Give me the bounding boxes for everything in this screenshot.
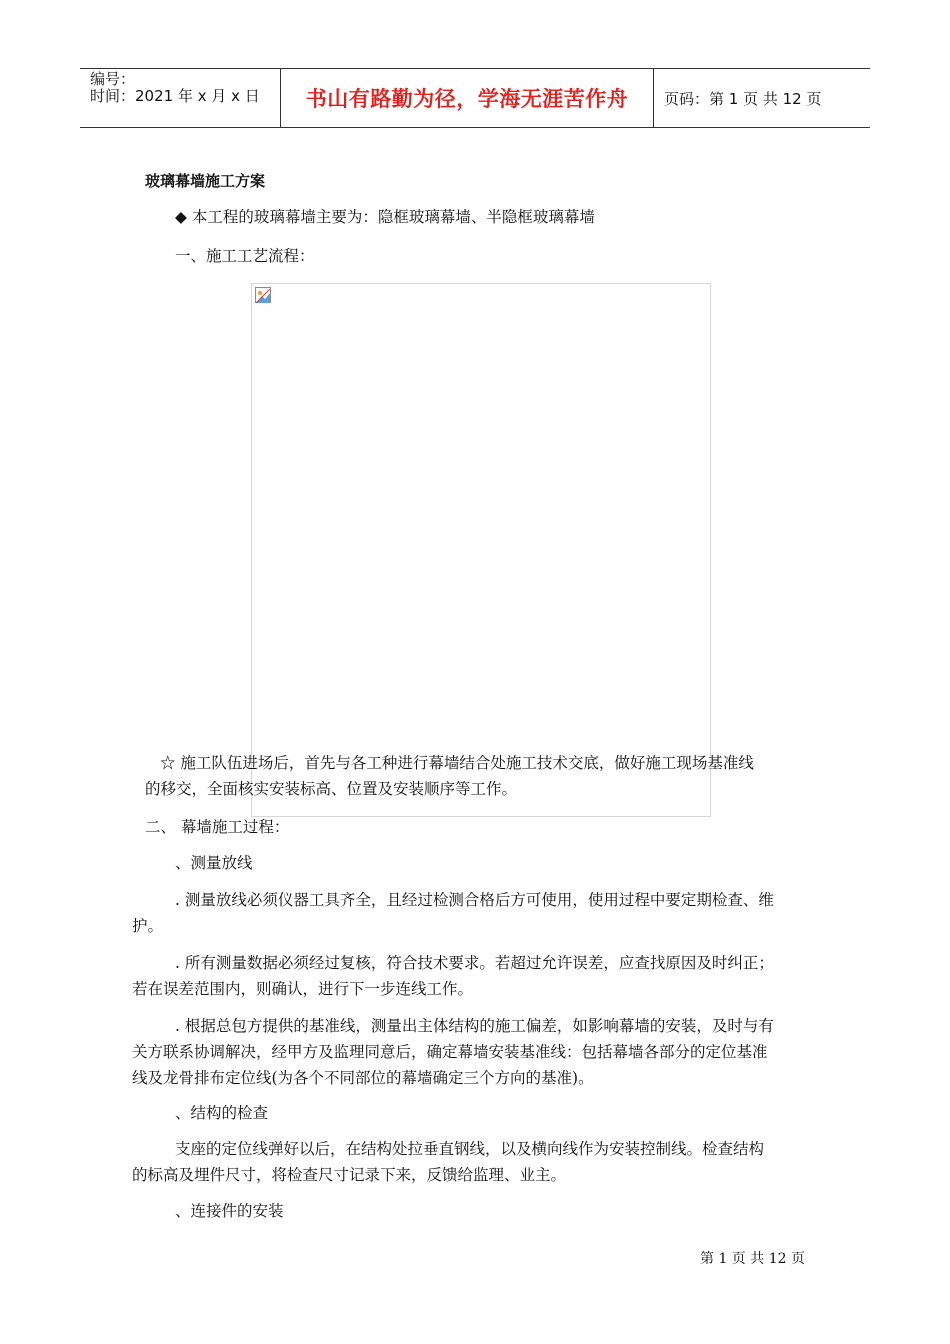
- time-label: 时间：2021 年 x 月 x 日: [90, 87, 260, 105]
- broken-image-icon: [255, 287, 271, 303]
- sub1-p3-line2: 关方联系协调解决，经甲方及监理同意后，确定幕墙安装基准线：包括幕墙各部分的定位基准: [132, 1043, 768, 1061]
- section2-heading: 二、 幕墙施工过程：: [145, 818, 290, 836]
- page-header: [80, 68, 870, 128]
- sub1-heading: 、测量放线: [175, 854, 253, 872]
- sub1-p2-line2: 若在误差范围内，则确认，进行下一步连线工作。: [132, 980, 474, 998]
- sub2-heading: 、结构的检查: [175, 1104, 269, 1122]
- process-flow-image-placeholder: [251, 283, 711, 817]
- sub1-p3-line1: . 根据总包方提供的基准线，测量出主体结构的施工偏差，如影响幕墙的安装，及时与有: [175, 1017, 774, 1035]
- sub2-p1-line2: 的标高及埋件尺寸，将检查尺寸记录下来，反馈给监理、业主。: [132, 1166, 567, 1184]
- number-label: 编号：: [90, 70, 136, 88]
- sub1-p3-line3: 线及龙骨排布定位线(为各个不同部位的幕墙确定三个方向的基准)。: [132, 1069, 594, 1087]
- sub2-p1-line1: 支座的定位线弹好以后，在结构处拉垂直钢线，以及横向线作为安装控制线。检查结构: [175, 1140, 765, 1158]
- header-page-info: 页码：第 1 页 共 12 页: [664, 89, 822, 108]
- sub1-p1-line1: . 测量放线必须仪器工具齐全，且经过检测合格后方可使用，使用过程中要定期检查、维: [175, 891, 774, 909]
- sub3-heading: 、连接件的安装: [175, 1202, 284, 1220]
- star-note-line2: 的移交，全面核实安装标高、位置及安装顺序等工作。: [145, 780, 518, 798]
- star-note-line1: ☆ 施工队伍进场后，首先与各工种进行幕墙结合处施工技术交底，做好施工现场基准线: [160, 754, 754, 772]
- sub1-p2-line1: . 所有测量数据必须经过复核，符合技术要求。若超过允许误差，应查找原因及时纠正；: [175, 954, 774, 972]
- page-footer: 第 1 页 共 12 页: [700, 1251, 805, 1267]
- header-motto: 书山有路勤为径，学海无涯苦作舟: [281, 69, 654, 127]
- intro-bullet: ◆ 本工程的玻璃幕墙主要为：隐框玻璃幕墙、半隐框玻璃幕墙: [175, 208, 595, 226]
- sub1-p1-line2: 护。: [132, 917, 164, 935]
- document-title: 玻璃幕墙施工方案: [145, 172, 266, 190]
- header-meta: [80, 69, 281, 127]
- section1-heading: 一、施工工艺流程：: [175, 247, 315, 265]
